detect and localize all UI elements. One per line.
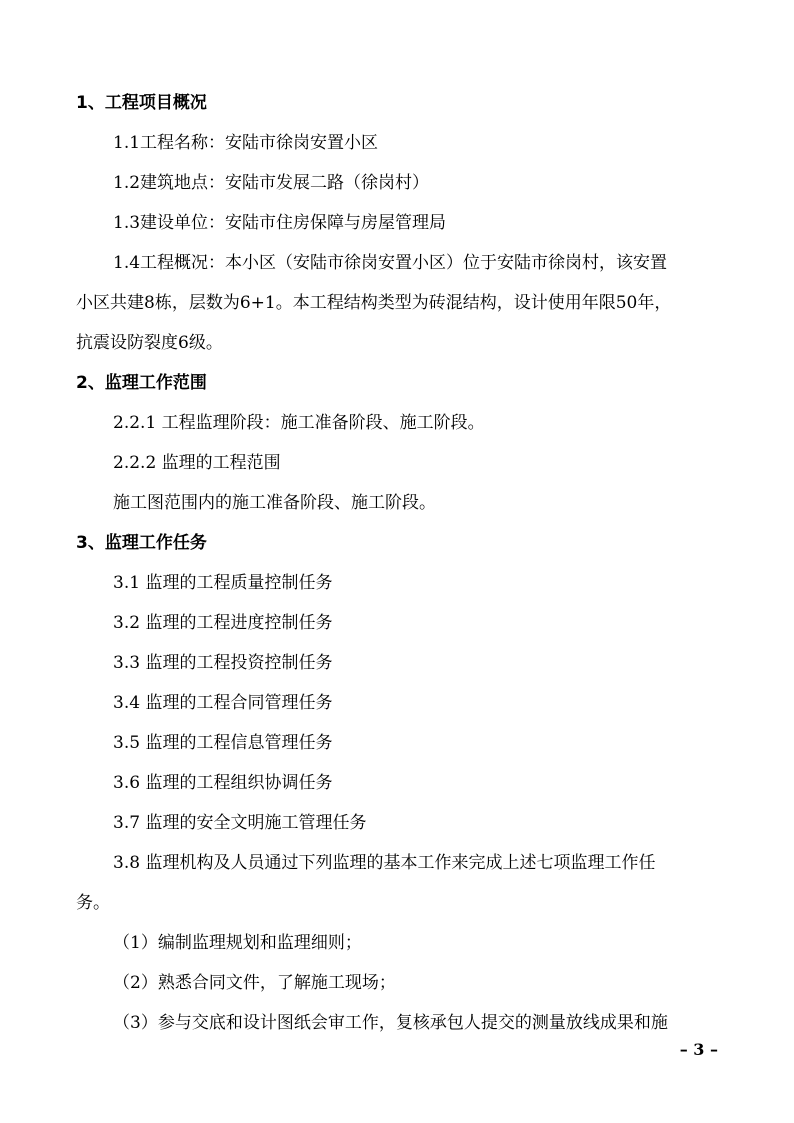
section-1-heading: 1、工程项目概况 <box>76 93 207 113</box>
overview-line-2: 小区共建8栋，层数为6+1。本工程结构类型为砖混结构，设计使用年限50年， <box>76 293 672 313</box>
task-coordination: 3.6 监理的工程组织协调任务 <box>113 773 333 793</box>
task-contract-management: 3.4 监理的工程合同管理任务 <box>113 693 333 713</box>
task-safety-management: 3.7 监理的安全文明施工管理任务 <box>113 813 367 833</box>
construction-unit-line: 1.3建设单位：安陆市住房保障与房屋管理局 <box>113 213 447 233</box>
section-2-heading: 2、监理工作范围 <box>76 373 207 393</box>
page-number: – 3 – <box>679 1040 718 1059</box>
item-3-8-line-1: 3.8 监理机构及人员通过下列监理的基本工作来完成上述七项监理工作任 <box>113 853 656 873</box>
task-progress-control: 3.2 监理的工程进度控制任务 <box>113 613 333 633</box>
item-3-8-line-2: 务。 <box>76 893 110 913</box>
scope-detail-line: 施工图范围内的施工准备阶段、施工阶段。 <box>113 493 436 513</box>
sub-item-2: （2）熟悉合同文件，了解施工现场； <box>113 973 396 993</box>
sub-item-1: （1）编制监理规划和监理细则； <box>113 933 362 953</box>
task-quality-control: 3.1 监理的工程质量控制任务 <box>113 573 333 593</box>
section-3-heading: 3、监理工作任务 <box>76 533 207 553</box>
overview-line-1: 1.4工程概况：本小区（安陆市徐岗安置小区）位于安陆市徐岗村，该安置 <box>113 253 668 273</box>
task-information-management: 3.5 监理的工程信息管理任务 <box>113 733 333 753</box>
supervision-scope-line: 2.2.2 监理的工程范围 <box>113 453 281 473</box>
supervision-stage-line: 2.2.1 工程监理阶段：施工准备阶段、施工阶段。 <box>113 413 485 433</box>
project-name-line: 1.1工程名称：安陆市徐岗安置小区 <box>113 133 379 153</box>
sub-item-3: （3）参与交底和设计图纸会审工作，复核承包人提交的测量放线成果和施 <box>113 1013 668 1033</box>
building-location-line: 1.2建筑地点：安陆市发展二路（徐岗村） <box>113 173 430 193</box>
task-investment-control: 3.3 监理的工程投资控制任务 <box>113 653 333 673</box>
overview-line-3: 抗震设防裂度6级。 <box>76 333 223 353</box>
